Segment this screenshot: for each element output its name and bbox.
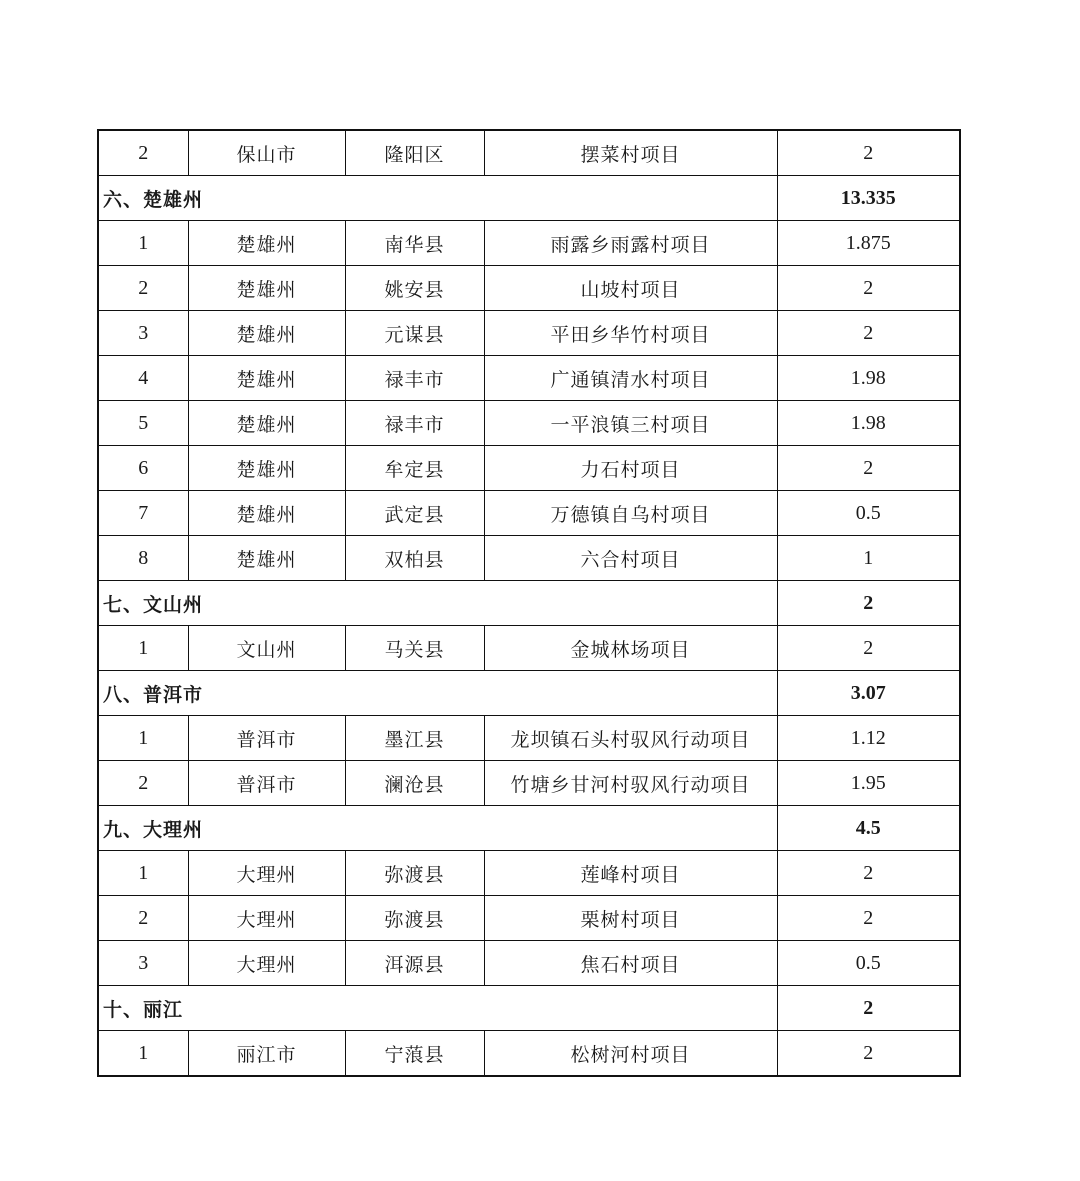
group-name: 十、丽江 xyxy=(98,986,777,1031)
project-name-cell: 一平浪镇三村项目 xyxy=(484,401,777,446)
county-cell: 澜沧县 xyxy=(345,761,484,806)
amount-cell: 2 xyxy=(777,896,960,941)
row-number-cell: 1 xyxy=(98,716,188,761)
table-row xyxy=(98,761,960,806)
city-cell: 楚雄州 xyxy=(188,401,345,446)
project-name-cell: 竹塘乡甘河村驭风行动项目 xyxy=(484,761,777,806)
county-cell: 墨江县 xyxy=(345,716,484,761)
amount-cell: 2 xyxy=(777,266,960,311)
amount-cell: 1.95 xyxy=(777,761,960,806)
project-name-cell: 万德镇自乌村项目 xyxy=(484,491,777,536)
table-row xyxy=(98,1031,960,1077)
project-name-cell: 六合村项目 xyxy=(484,536,777,581)
city-cell: 普洱市 xyxy=(188,716,345,761)
county-cell: 元谋县 xyxy=(345,311,484,356)
table-row xyxy=(98,221,960,266)
project-name-cell: 龙坝镇石头村驭风行动项目 xyxy=(484,716,777,761)
amount-cell: 1.98 xyxy=(777,401,960,446)
city-cell: 保山市 xyxy=(188,130,345,176)
table-row xyxy=(98,130,960,176)
amount-cell: 1.98 xyxy=(777,356,960,401)
amount-cell: 0.5 xyxy=(777,941,960,986)
project-name-cell: 莲峰村项目 xyxy=(484,851,777,896)
county-cell: 姚安县 xyxy=(345,266,484,311)
group-total: 4.5 xyxy=(777,806,960,851)
table-row xyxy=(98,851,960,896)
city-cell: 丽江市 xyxy=(188,1031,345,1077)
project-name-cell: 广通镇清水村项目 xyxy=(484,356,777,401)
project-name-cell: 平田乡华竹村项目 xyxy=(484,311,777,356)
amount-cell: 2 xyxy=(777,851,960,896)
amount-cell: 2 xyxy=(777,1031,960,1077)
group-row xyxy=(98,671,960,716)
city-cell: 大理州 xyxy=(188,896,345,941)
table-row xyxy=(98,266,960,311)
row-number-cell: 2 xyxy=(98,266,188,311)
county-cell: 宁蒗县 xyxy=(345,1031,484,1077)
group-name: 九、大理州 xyxy=(98,806,777,851)
row-number-cell: 2 xyxy=(98,130,188,176)
row-number-cell: 8 xyxy=(98,536,188,581)
project-table xyxy=(97,129,961,1077)
table-row xyxy=(98,896,960,941)
county-cell: 牟定县 xyxy=(345,446,484,491)
table-row xyxy=(98,491,960,536)
amount-cell: 2 xyxy=(777,311,960,356)
row-number-cell: 1 xyxy=(98,1031,188,1077)
group-total: 13.335 xyxy=(777,176,960,221)
row-number-cell: 3 xyxy=(98,311,188,356)
project-table-body xyxy=(98,130,960,1076)
amount-cell: 1.875 xyxy=(777,221,960,266)
city-cell: 楚雄州 xyxy=(188,311,345,356)
group-name: 八、普洱市 xyxy=(98,671,777,716)
project-name-cell: 焦石村项目 xyxy=(484,941,777,986)
group-name: 七、文山州 xyxy=(98,581,777,626)
row-number-cell: 4 xyxy=(98,356,188,401)
table-row xyxy=(98,716,960,761)
group-row xyxy=(98,806,960,851)
group-name: 六、楚雄州 xyxy=(98,176,777,221)
county-cell: 隆阳区 xyxy=(345,130,484,176)
county-cell: 南华县 xyxy=(345,221,484,266)
county-cell: 弥渡县 xyxy=(345,896,484,941)
amount-cell: 2 xyxy=(777,130,960,176)
project-name-cell: 松树河村项目 xyxy=(484,1031,777,1077)
county-cell: 弥渡县 xyxy=(345,851,484,896)
group-row xyxy=(98,176,960,221)
city-cell: 楚雄州 xyxy=(188,266,345,311)
amount-cell: 2 xyxy=(777,626,960,671)
city-cell: 楚雄州 xyxy=(188,221,345,266)
county-cell: 禄丰市 xyxy=(345,356,484,401)
county-cell: 马关县 xyxy=(345,626,484,671)
city-cell: 楚雄州 xyxy=(188,491,345,536)
project-table-container xyxy=(97,129,959,1077)
city-cell: 楚雄州 xyxy=(188,446,345,491)
row-number-cell: 7 xyxy=(98,491,188,536)
table-row xyxy=(98,446,960,491)
table-row xyxy=(98,626,960,671)
table-row xyxy=(98,941,960,986)
project-name-cell: 力石村项目 xyxy=(484,446,777,491)
amount-cell: 0.5 xyxy=(777,491,960,536)
amount-cell: 1.12 xyxy=(777,716,960,761)
group-total: 3.07 xyxy=(777,671,960,716)
row-number-cell: 6 xyxy=(98,446,188,491)
county-cell: 武定县 xyxy=(345,491,484,536)
project-name-cell: 摆菜村项目 xyxy=(484,130,777,176)
city-cell: 文山州 xyxy=(188,626,345,671)
city-cell: 楚雄州 xyxy=(188,356,345,401)
project-name-cell: 雨露乡雨露村项目 xyxy=(484,221,777,266)
amount-cell: 1 xyxy=(777,536,960,581)
row-number-cell: 1 xyxy=(98,626,188,671)
project-name-cell: 栗树村项目 xyxy=(484,896,777,941)
table-row xyxy=(98,311,960,356)
table-row xyxy=(98,401,960,446)
project-name-cell: 山坡村项目 xyxy=(484,266,777,311)
county-cell: 双柏县 xyxy=(345,536,484,581)
city-cell: 大理州 xyxy=(188,941,345,986)
group-total: 2 xyxy=(777,986,960,1031)
row-number-cell: 3 xyxy=(98,941,188,986)
project-name-cell: 金城林场项目 xyxy=(484,626,777,671)
row-number-cell: 1 xyxy=(98,221,188,266)
group-row xyxy=(98,581,960,626)
group-row xyxy=(98,986,960,1031)
row-number-cell: 2 xyxy=(98,761,188,806)
group-total: 2 xyxy=(777,581,960,626)
county-cell: 洱源县 xyxy=(345,941,484,986)
row-number-cell: 2 xyxy=(98,896,188,941)
city-cell: 楚雄州 xyxy=(188,536,345,581)
amount-cell: 2 xyxy=(777,446,960,491)
city-cell: 大理州 xyxy=(188,851,345,896)
county-cell: 禄丰市 xyxy=(345,401,484,446)
table-row xyxy=(98,356,960,401)
row-number-cell: 5 xyxy=(98,401,188,446)
city-cell: 普洱市 xyxy=(188,761,345,806)
table-row xyxy=(98,536,960,581)
row-number-cell: 1 xyxy=(98,851,188,896)
